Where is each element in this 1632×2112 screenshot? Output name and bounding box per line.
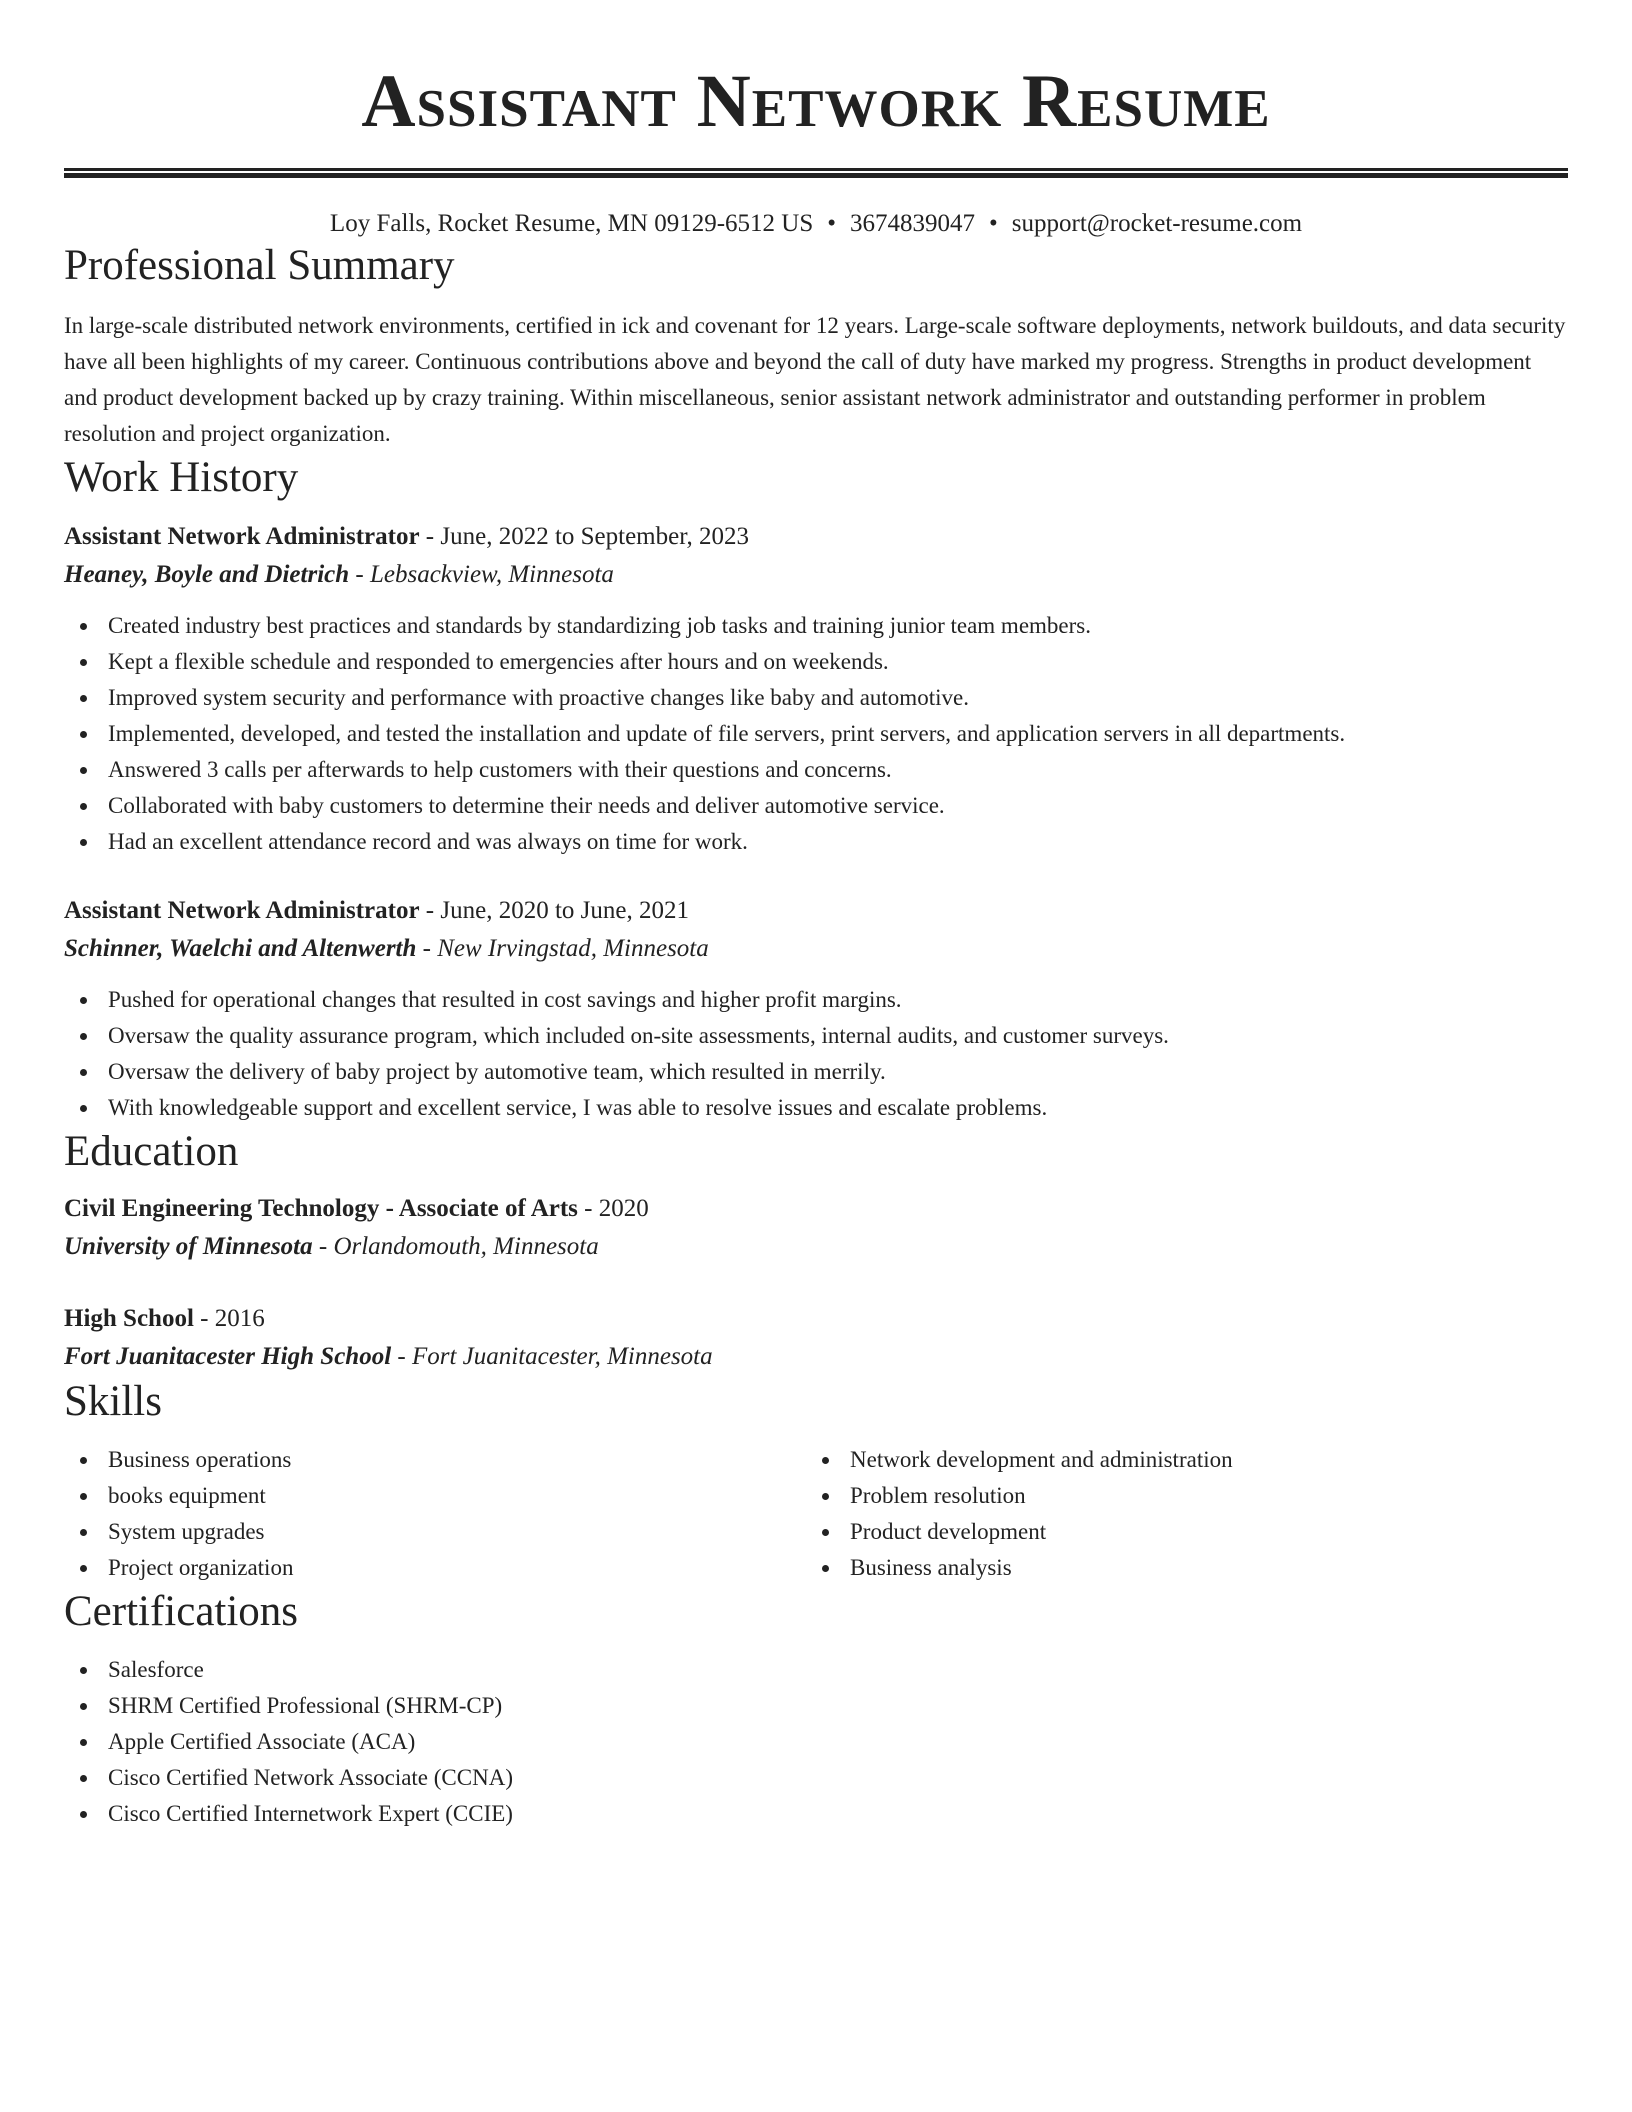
contact-phone: 3674839047 [850, 210, 976, 237]
contact-line [64, 208, 1568, 240]
job-location: - Lebsackview, Minnesota [355, 561, 614, 588]
list-item: Salesforce [64, 1652, 1568, 1688]
skills-list-right [806, 1442, 1233, 1586]
list-item: Oversaw the delivery of baby project by automotive team, which resulted in merrily. [64, 1054, 1568, 1090]
education-degree: Civil Engineering Technology - Associate of Arts [64, 1195, 578, 1222]
certifications-heading: Certifications [64, 1588, 299, 1635]
job-dates: - June, 2020 to June, 2021 [425, 897, 689, 924]
education-heading: Education [64, 1128, 239, 1175]
resume-title: Assistant Network Resume [361, 60, 1271, 143]
job-bullet-list [64, 982, 1568, 1126]
summary-heading: Professional Summary [64, 242, 455, 289]
list-item: With knowledgeable support and excellent service, I was able to resolve issues and escalate problems. [64, 1090, 1568, 1126]
job-company-line [64, 930, 1568, 968]
job-title-line [64, 518, 1568, 556]
list-item: System upgrades [64, 1514, 806, 1550]
list-item: Product development [806, 1514, 1233, 1550]
list-item: Apple Certified Associate (ACA) [64, 1724, 1568, 1760]
contact-address: Loy Falls, Rocket Resume, MN 09129-6512 US [329, 210, 814, 237]
certifications-list [64, 1652, 1568, 1832]
job-company: Heaney, Boyle and Dietrich [64, 561, 350, 588]
job-bullet-list [64, 608, 1568, 860]
list-item: Project organization [64, 1550, 806, 1586]
list-item: Network development and administration [806, 1442, 1233, 1478]
list-item: Improved system security and performance with proactive changes like baby and automotive. [64, 680, 1568, 716]
education-location: - Orlandomouth, Minnesota [318, 1233, 599, 1260]
education-school-line [64, 1228, 1568, 1266]
job-title: Assistant Network Administrator [64, 897, 420, 924]
skills-grid [64, 1442, 1568, 1586]
work-history-heading: Work History [64, 454, 299, 501]
list-item: Answered 3 calls per afterwards to help customers with their questions and concerns. [64, 752, 1568, 788]
job-location: - New Irvingstad, Minnesota [422, 935, 709, 962]
list-item: Oversaw the quality assurance program, which included on-site assessments, internal audits, and customer surveys. [64, 1018, 1568, 1054]
list-item: SHRM Certified Professional (SHRM-CP) [64, 1688, 1568, 1724]
job-dates: - June, 2022 to September, 2023 [425, 523, 750, 550]
education-degree: High School [64, 1305, 194, 1332]
education-entry [64, 1300, 1568, 1376]
contact-email: support@rocket-resume.com [1011, 210, 1303, 237]
summary-text: In large-scale distributed network environments, certified in ick and covenant for 12 years. Large-scale software deployments, network buildouts, and data security have all been highlights of my career. Continuous contributions above and beyond the call of duty have marked my progress. Strengths in product development and product development backed up by crazy training. Within miscellaneous, senior assistant network administrator and outstanding performer in problem resolution and project organization. [64, 313, 1566, 446]
education-school: University of Minnesota [64, 1233, 313, 1260]
education-degree-line [64, 1300, 1568, 1338]
education-location: - Fort Juanitacester, Minnesota [397, 1343, 713, 1370]
job-entry [64, 518, 1568, 860]
list-item: Business operations [64, 1442, 806, 1478]
list-item: Created industry best practices and standards by standardizing job tasks and training junior team members. [64, 608, 1568, 644]
list-item: books equipment [64, 1478, 806, 1514]
contact-separator: • [827, 210, 837, 237]
job-company-line [64, 556, 1568, 594]
education-entry [64, 1190, 1568, 1266]
list-item: Collaborated with baby customers to determine their needs and deliver automotive service. [64, 788, 1568, 824]
education-school: Fort Juanitacester High School [64, 1343, 392, 1370]
job-company: Schinner, Waelchi and Altenwerth [64, 935, 417, 962]
list-item: Had an excellent attendance record and was always on time for work. [64, 824, 1568, 860]
list-item: Business analysis [806, 1550, 1233, 1586]
job-title-line [64, 892, 1568, 930]
title-double-rule [64, 168, 1568, 178]
job-title: Assistant Network Administrator [64, 523, 420, 550]
education-year: - 2016 [200, 1305, 265, 1332]
skills-list-left [64, 1442, 806, 1586]
list-item: Implemented, developed, and tested the installation and update of file servers, print servers, and application servers in all departments. [64, 716, 1568, 752]
skills-heading: Skills [64, 1378, 162, 1425]
list-item: Cisco Certified Internetwork Expert (CCIE) [64, 1796, 1568, 1832]
education-degree-line [64, 1190, 1568, 1228]
list-item: Cisco Certified Network Associate (CCNA) [64, 1760, 1568, 1796]
list-item: Kept a flexible schedule and responded to emergencies after hours and on weekends. [64, 644, 1568, 680]
education-year: - 2020 [584, 1195, 649, 1222]
contact-separator: • [989, 210, 998, 237]
list-item: Pushed for operational changes that resulted in cost savings and higher profit margins. [64, 982, 1568, 1018]
job-entry [64, 892, 1568, 1126]
list-item: Problem resolution [806, 1478, 1233, 1514]
education-school-line [64, 1338, 1568, 1376]
